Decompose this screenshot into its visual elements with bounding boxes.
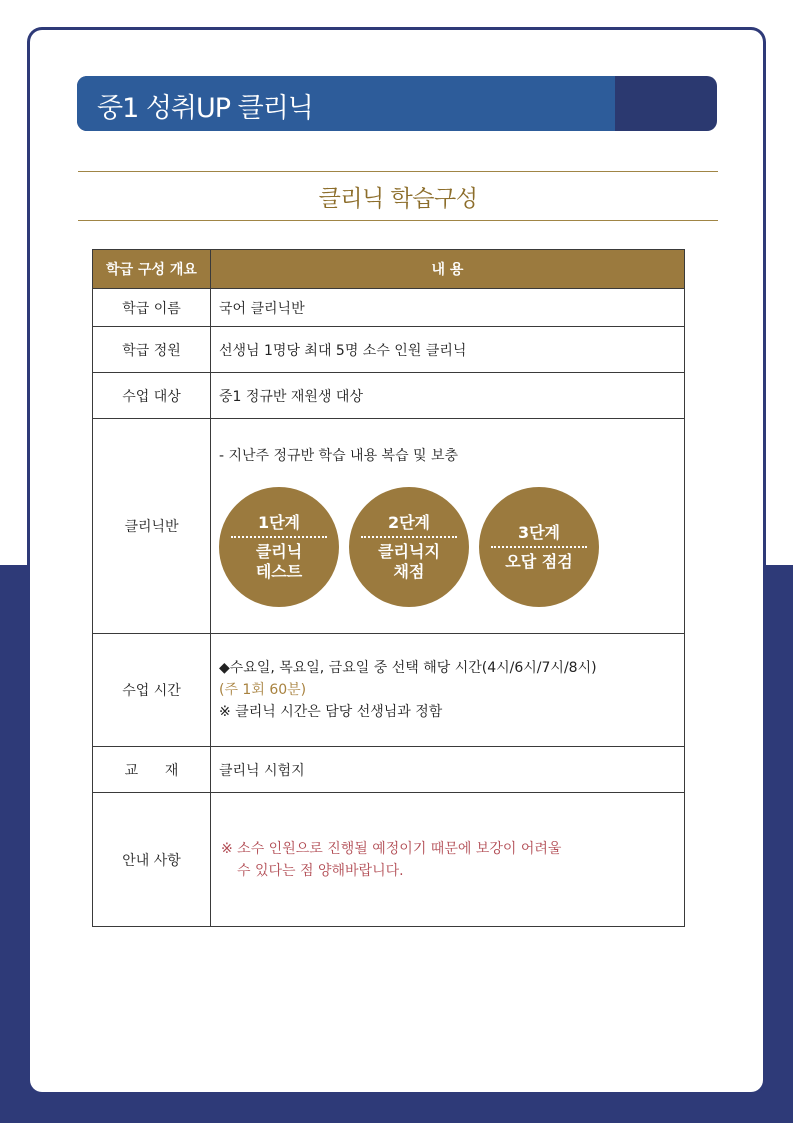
section-subtitle: 클리닉 학습구성: [318, 186, 478, 212]
table-row: [93, 419, 685, 634]
table-row: [93, 327, 685, 373]
table-row: [93, 747, 685, 793]
bottom-divider: [78, 220, 718, 221]
column-header-overview: 학급 구성 개요: [93, 250, 211, 289]
title-banner: [77, 76, 717, 131]
dotted-divider: [491, 546, 587, 548]
step-circle-1: [219, 487, 339, 607]
table-row: [93, 373, 685, 419]
step-number: 1단계: [257, 512, 301, 532]
row-label-capacity: 학급 정원: [93, 327, 211, 373]
row-value-target: 중1 정규반 재원생 대상: [211, 373, 685, 419]
row-value-clinic: [211, 419, 685, 634]
row-label-clinic: 클리닉반: [93, 419, 211, 634]
step-text: 채점: [393, 561, 425, 581]
row-label-time: 수업 시간: [93, 634, 211, 747]
table-row: [93, 793, 685, 927]
clinic-description: - 지난주 정규반 학습 내용 복습 및 보충: [219, 448, 459, 464]
step-text: 테스트: [255, 561, 303, 581]
row-label-name: 학급 이름: [93, 289, 211, 327]
row-label-target: 수업 대상: [93, 373, 211, 419]
step-text: 오답 점검: [505, 551, 573, 571]
row-value-textbook: 클리닉 시험지: [211, 747, 685, 793]
notice-line: 수 있다는 점 양해바랍니다.: [237, 862, 404, 879]
row-label-notice: 안내 사항: [93, 793, 211, 927]
dotted-divider: [361, 536, 457, 538]
step-number: 3단계: [517, 522, 561, 542]
page-title: 중1 성취UP 클리닉: [97, 93, 313, 124]
step-text: 클리닉: [255, 541, 303, 561]
table-row: [93, 289, 685, 327]
row-label-textbook: 교 재: [93, 747, 211, 793]
step-circle-2: [349, 487, 469, 607]
step-text: 클리닉지: [378, 541, 440, 561]
notice-line: ※ 소수 인원으로 진행될 예정이기 때문에 보강이 어려울: [221, 840, 562, 857]
clinic-steps: [219, 487, 683, 607]
column-header-content: 내 용: [211, 250, 685, 289]
step-circle-3: [479, 487, 599, 607]
time-note: ※ 클리닉 시간은 담당 선생님과 정함: [219, 704, 443, 720]
time-frequency: (주 1회 60분): [219, 682, 307, 698]
row-value-time: [211, 634, 685, 747]
row-value-notice: [211, 793, 685, 927]
top-divider: [78, 171, 718, 172]
row-value-name: 국어 클리닉반: [211, 289, 685, 327]
dotted-divider: [231, 536, 327, 538]
info-table: [92, 249, 685, 927]
time-schedule: ◆수요일, 목요일, 금요일 중 선택 해당 시간(4시/6시/7시/8시): [219, 660, 597, 676]
row-value-capacity: 선생님 1명당 최대 5명 소수 인원 클리닉: [211, 327, 685, 373]
table-header-row: [93, 250, 685, 289]
step-number: 2단계: [387, 512, 431, 532]
table-row: [93, 634, 685, 747]
